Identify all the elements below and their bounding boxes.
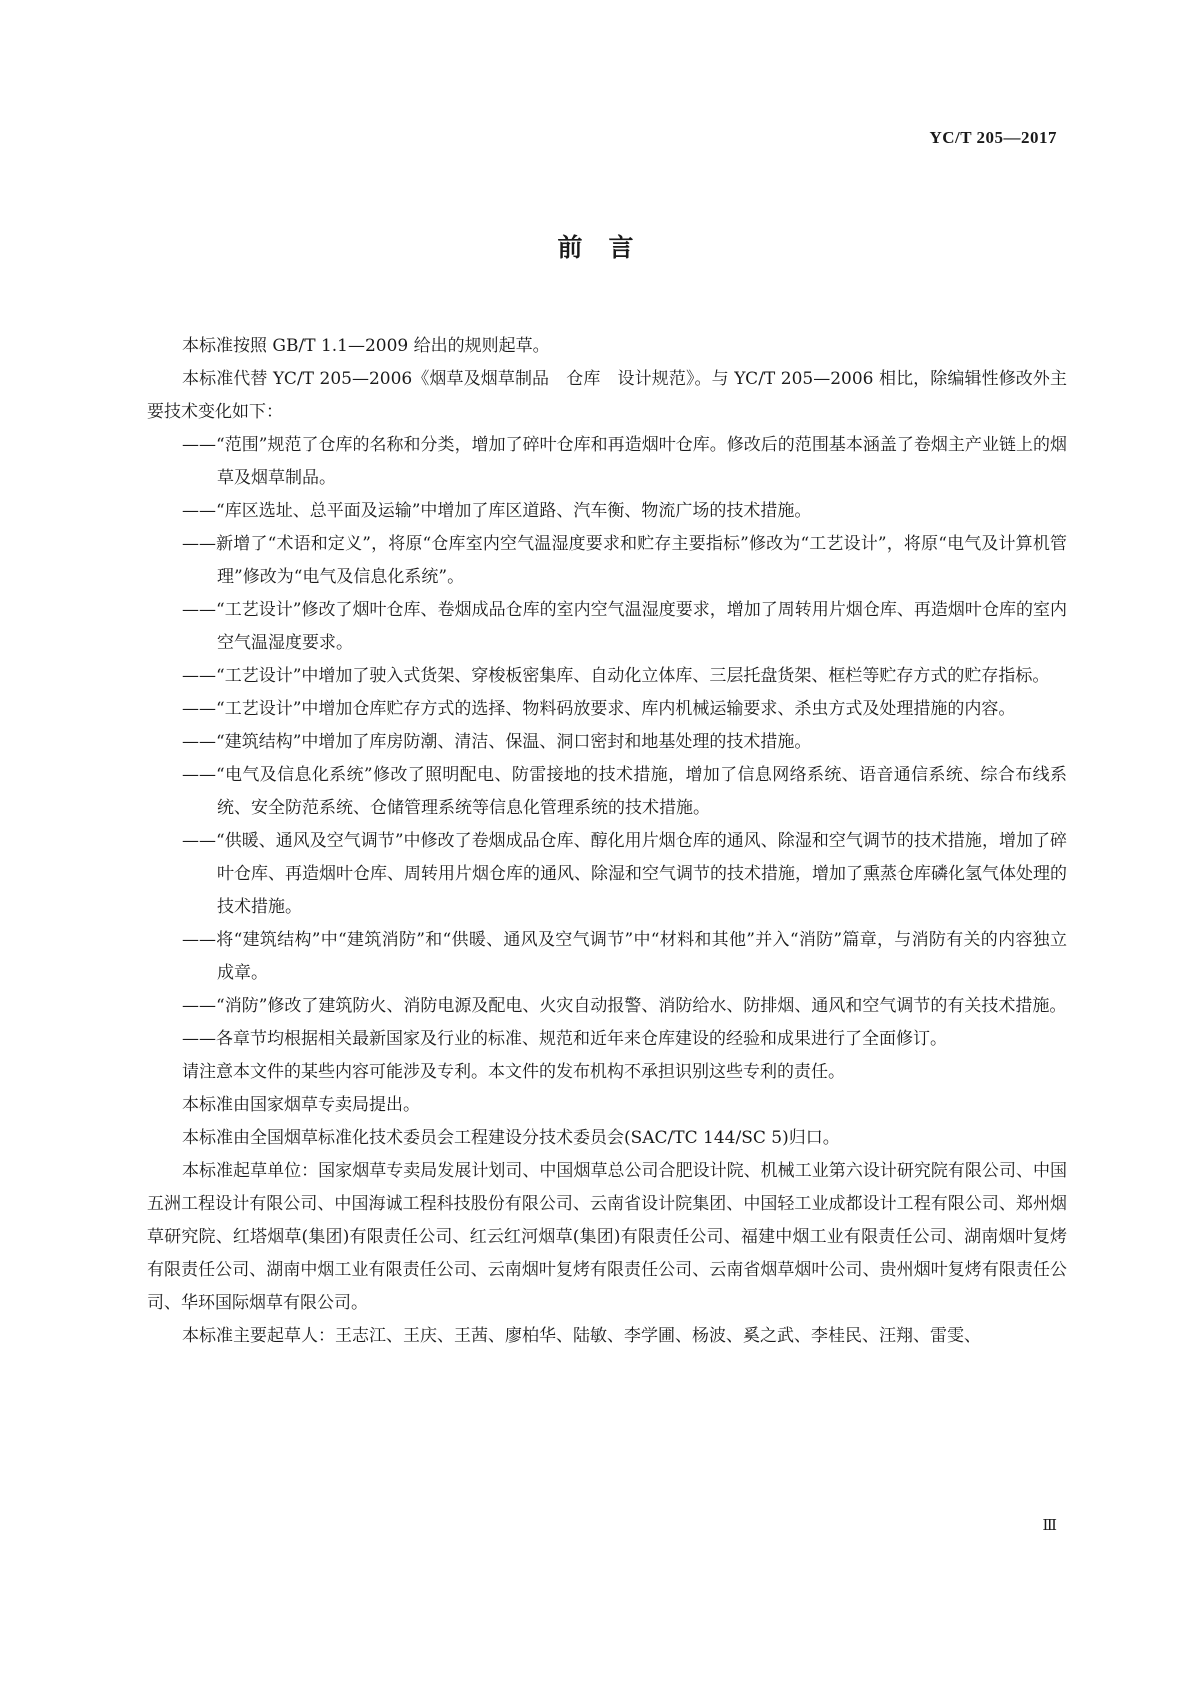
change-item: ——新增了“术语和定义”，将原“仓库室内空气温湿度要求和贮存主要指标”修改为“工艺设计”，将原“电气及计算机管理”修改为“电气及信息化系统”。 (182, 534, 1067, 587)
change-item: ——“工艺设计”修改了烟叶仓库、卷烟成品仓库的室内空气温湿度要求，增加了周转用片烟仓库、再造烟叶仓库的室内空气温湿度要求。 (182, 600, 1067, 653)
change-item: ——将“建筑结构”中“建筑消防”和“供暖、通风及空气调节”中“材料和其他”并入“消防”篇章，与消防有关的内容独立成章。 (182, 930, 1067, 983)
change-item: ——“消防”修改了建筑防火、消防电源及配电、火灾自动报警、消防给水、防排烟、通风和空气调节的有关技术措施。 (182, 996, 1067, 1016)
change-item: ——“工艺设计”中增加仓库贮存方式的选择、物料码放要求、库内机械运输要求、杀虫方式及处理措施的内容。 (182, 699, 1016, 719)
change-item: ——“范围”规范了仓库的名称和分类，增加了碎叶仓库和再造烟叶仓库。修改后的范围基本涵盖了卷烟主产业链上的烟草及烟草制品。 (182, 435, 1067, 488)
page-number: Ⅲ (1042, 1516, 1057, 1534)
change-item: ——“建筑结构”中增加了库房防潮、清洁、保温、洞口密封和地基处理的技术措施。 (182, 732, 812, 752)
change-item: ——“供暖、通风及空气调节”中修改了卷烟成品仓库、醇化用片烟仓库的通风、除湿和空气调节的技术措施，增加了碎叶仓库、再造烟叶仓库、周转用片烟仓库的通风、除湿和空气调节的技术措施，增加了熏蒸仓库磷化氢气体处理的技术措施。 (182, 831, 1067, 917)
change-item: ——“电气及信息化系统”修改了照明配电、防雷接地的技术措施，增加了信息网络系统、语音通信系统、综合布线系统、安全防范系统、仓储管理系统等信息化管理系统的技术措施。 (182, 765, 1067, 818)
drafting-organizations: 本标准起草单位：国家烟草专卖局发展计划司、中国烟草总公司合肥设计院、机械工业第六设计研究院有限公司、中国五洲工程设计有限公司、中国海诚工程科技股份有限公司、云南省设计院集团、中国轻工业成都设计工程有限公司、郑州烟草研究院、红塔烟草(集团)有限责任公司、红云红河烟草(集团)有限责任公司、福建中烟工业有限责任公司、湖南烟叶复烤有限责任公司、湖南中烟工业有限责任公司、云南烟叶复烤有限责任公司、云南省烟草烟叶公司、贵州烟叶复烤有限责任公司、华环国际烟草有限公司。 (147, 1161, 1067, 1313)
responsible-committee: 本标准由全国烟草标准化技术委员会工程建设分技术委员会(SAC/TC 144/SC 5)归口。 (182, 1128, 840, 1148)
paragraph: 本标准代替 YC/T 205—2006《烟草及烟草制品 仓库 设计规范》。与 YC/T 205—2006 相比，除编辑性修改外主要技术变化如下： (147, 369, 1067, 422)
main-drafters: 本标准主要起草人：王志江、王庆、王茜、廖柏华、陆敏、李学圃、杨波、奚之武、李桂民、汪翔、雷雯、 (182, 1326, 981, 1346)
proposer: 本标准由国家烟草专卖局提出。 (182, 1095, 420, 1115)
document-body (147, 330, 1067, 1353)
change-item: ——“库区选址、总平面及运输”中增加了库区道路、汽车衡、物流广场的技术措施。 (182, 501, 812, 521)
paragraph: 本标准按照 GB/T 1.1—2009 给出的规则起草。 (182, 336, 550, 356)
change-item: ——各章节均根据相关最新国家及行业的标准、规范和近年来仓库建设的经验和成果进行了全面修订。 (182, 1029, 947, 1049)
patent-notice: 请注意本文件的某些内容可能涉及专利。本文件的发布机构不承担识别这些专利的责任。 (182, 1062, 845, 1082)
change-item: ——“工艺设计”中增加了驶入式货架、穿梭板密集库、自动化立体库、三层托盘货架、框栏等贮存方式的贮存指标。 (182, 666, 1050, 686)
document-code: YC/T 205—2017 (929, 128, 1057, 147)
page-title: 前言 (557, 233, 660, 262)
